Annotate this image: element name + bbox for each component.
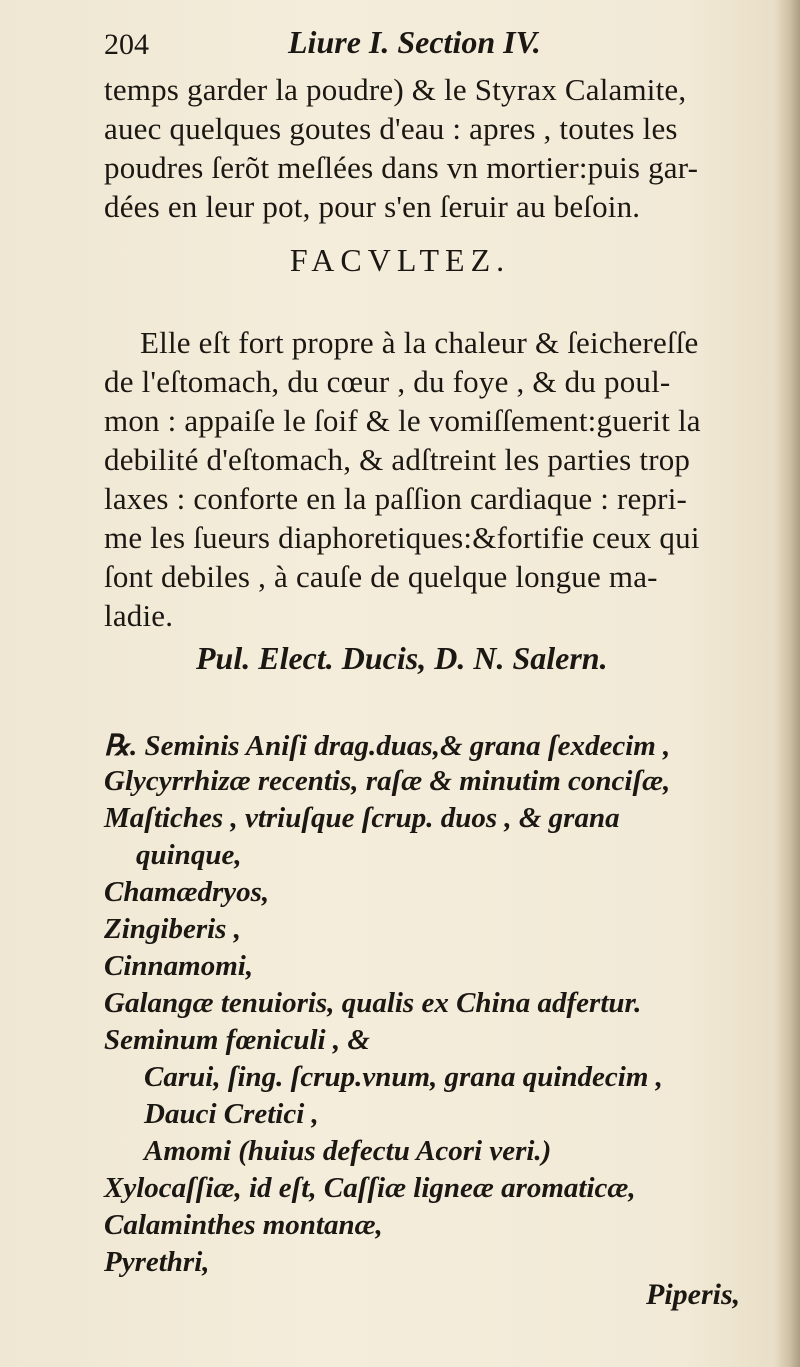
recipe-line: Cinnamomi,	[104, 950, 254, 982]
recipe-line: quinque,	[136, 839, 242, 871]
recipe-line: Xylocaſſiæ, id eſt, Caſſiæ ligneæ aromaticæ,	[104, 1172, 636, 1204]
text-line: auec quelques goutes d'eau : apres , toutes les	[104, 111, 678, 146]
recipe-line: ℞. Seminis Aniſi drag.duas,& grana ſexdecim ,	[104, 730, 671, 762]
recipe-line: Chamædryos,	[104, 876, 270, 908]
section-heading: FACVLTEZ.	[289, 242, 511, 278]
text-line: temps garder la poudre) & le Styrax Calamite,	[104, 72, 687, 107]
page-number: 204	[104, 28, 149, 61]
recipe-line: Amomi (huius defectu Acori veri.)	[144, 1135, 552, 1167]
text-line: mon : appaiſe le ſoif & le vomiſſement:guerit la	[104, 403, 701, 438]
page-gutter-shadow	[774, 0, 800, 1367]
recipe-line: Carui, ſing. ſcrup.vnum, grana quindecim ,	[144, 1061, 663, 1093]
recipe-line: Glycyrrhizæ recentis, raſæ & minutim conciſæ,	[104, 765, 671, 797]
text-line: laxes : conforte en la paſſion cardiaque : repri-	[104, 481, 688, 516]
text-line: de l'eſtomach, du cœur , du foye , & du poul-	[104, 364, 671, 399]
text-line: ladie.	[104, 598, 174, 633]
recipe-line: Pyrethri,	[104, 1246, 210, 1278]
running-title: Liure I. Section IV.	[288, 24, 541, 60]
recipe-title: Pul. Elect. Ducis, D. N. Salern.	[196, 640, 608, 676]
text-line: debilité d'eſtomach, & adſtreint les parties trop	[104, 442, 691, 477]
recipe-line: Maſtiches , vtriuſque ſcrup. duos , & grana	[104, 802, 620, 834]
text-line: me les ſueurs diaphoretiques:&fortifie ceux qui	[104, 520, 700, 555]
text-line: dées en leur pot, pour s'en ſeruir au beſoin.	[104, 189, 641, 224]
catchword: Piperis,	[646, 1278, 741, 1311]
recipe-line: Galangæ tenuioris, qualis ex China adfertur.	[104, 987, 642, 1019]
recipe-line: Seminum fœniculi , &	[104, 1024, 370, 1056]
recipe-line: Zingiberis ,	[104, 913, 241, 945]
text-line: ſont debiles , à cauſe de quelque longue ma-	[104, 559, 658, 594]
recipe-line: Dauci Cretici ,	[144, 1098, 319, 1130]
text-line: Elle eſt fort propre à la chaleur & ſeichereſſe	[140, 325, 699, 360]
text-line: poudres ſerõt meſlées dans vn mortier:puis gar-	[104, 150, 699, 185]
recipe-line: Calaminthes montanæ,	[104, 1209, 383, 1241]
